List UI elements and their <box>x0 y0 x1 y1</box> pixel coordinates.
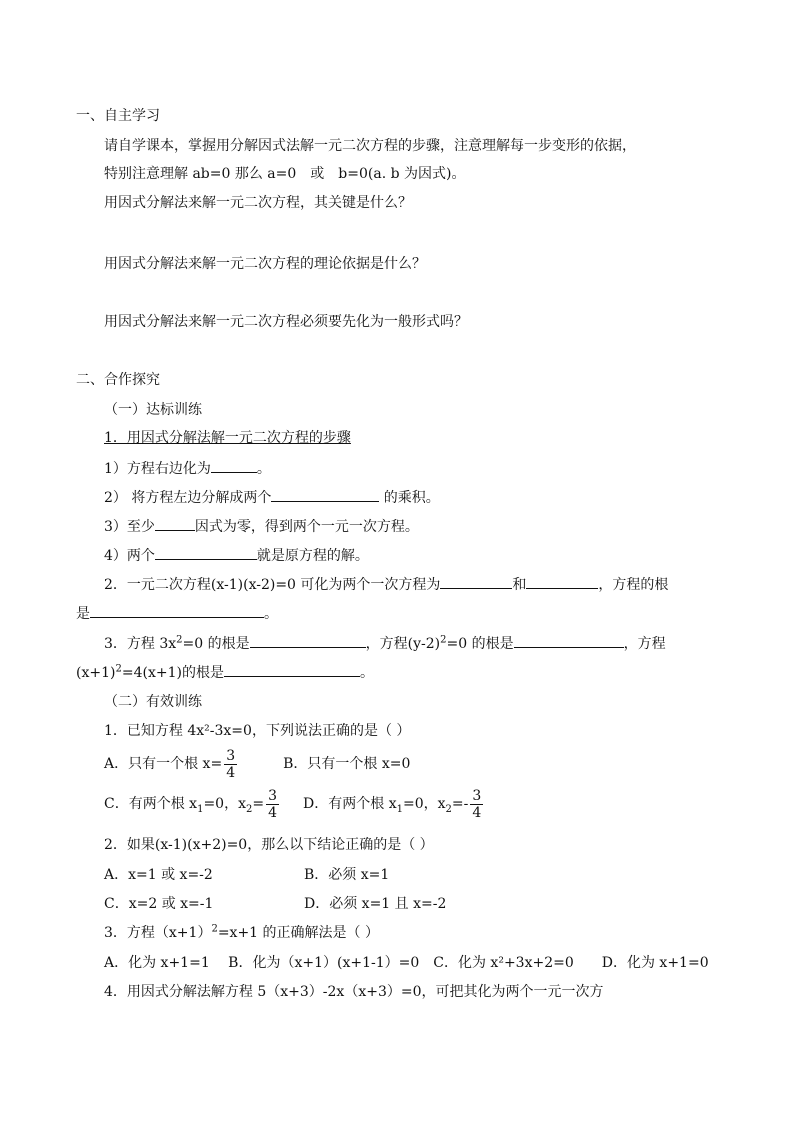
step-text: 就是原方程的解。 <box>256 548 369 564</box>
denominator: 4 <box>268 804 278 821</box>
item-text: 是 <box>76 606 90 622</box>
step-1 <box>104 458 271 479</box>
mc-question-1: 1．已知方程 4x²-3x=0，下列说法正确的是（ ） <box>104 723 411 739</box>
option-d[interactable]: D．必须 x=1 且 x=-2 <box>304 896 447 912</box>
mc-option-row <box>104 786 485 822</box>
item-text: 和 <box>512 577 527 593</box>
item-3-cont <box>76 662 374 683</box>
answer-blank[interactable] <box>90 603 264 618</box>
answer-blank[interactable] <box>514 633 624 648</box>
question: 用因式分解法来解一元二次方程的理论依据是什么？ <box>104 256 426 272</box>
numerator: 3 <box>226 747 236 764</box>
step-text: 。 <box>256 461 271 477</box>
subsection-heading: （二）有效训练 <box>104 694 202 710</box>
mc-question-2: 2．如果(x-1)(x+2)=0，那么以下结论正确的是（ ） <box>104 837 434 853</box>
item-text: (x+1) <box>76 665 116 681</box>
answer-blank[interactable] <box>271 487 379 502</box>
subsection-heading: （一）达标训练 <box>104 402 202 418</box>
option-c[interactable]: C．有两个根 $x_1=0$，$x_2=$ <box>104 796 265 815</box>
step-text: 的乘积。 <box>379 490 440 506</box>
option-a[interactable]: A．x=1 或 x=-2 <box>104 867 213 883</box>
item-text: =0 的根是 <box>446 636 514 652</box>
subscript: 1 <box>396 803 403 815</box>
section-2-heading: 二、合作探究 <box>76 372 160 388</box>
mc-question-3: 3．方程$(x+1)^2=x+1$ 的正确解法是（ ） <box>104 923 379 941</box>
subscript: 2 <box>445 803 452 815</box>
item-text: 3．方程 3x <box>104 636 177 652</box>
item-text: ，方程 <box>623 636 666 652</box>
item-text: 2．一元二次方程(x-1)(x-2)=0 可化为两个一次方程为 <box>104 577 441 593</box>
numerator: 3 <box>268 787 278 804</box>
step-4 <box>104 545 369 566</box>
paragraph: 请自学课本，掌握用分解因式法解一元二次方程的步骤，注意理解每一步变形的依据， <box>104 138 636 154</box>
fraction <box>470 788 483 821</box>
superscript: 2 <box>440 634 447 646</box>
step-text: 3）至少 <box>104 519 155 535</box>
answer-blank[interactable] <box>155 545 257 560</box>
numerator: 3 <box>472 787 482 804</box>
section-1-heading: 一、自主学习 <box>76 108 160 124</box>
item-text: =4(x+1)的根是 <box>121 665 224 681</box>
step-3 <box>104 516 419 537</box>
answer-blank[interactable] <box>155 516 195 531</box>
answer-blank[interactable] <box>250 633 366 648</box>
option-b[interactable]: B．只有一个根 x=0 <box>283 756 411 772</box>
option-a[interactable]: A．只有一个根 x= <box>104 756 223 772</box>
superscript: 2 <box>176 634 183 646</box>
step-text: 2） 将方程左边分解成两个 <box>104 490 272 506</box>
option-b[interactable]: B．必须 x=1 <box>304 867 390 883</box>
question: 用因式分解法来解一元二次方程，其关键是什么？ <box>104 195 412 211</box>
item-text: =0 的根是 <box>182 636 250 652</box>
mc-options[interactable]: A．化为 x+1=1 B．化为（x+1）(x+1-1）=0 C．化为 x²+3x+2=0 D．化为 x+1=0 <box>104 955 709 971</box>
step-text: 1）方程右边化为 <box>104 461 211 477</box>
item-text: ，方程(y-2) <box>365 636 441 652</box>
item-text: 。 <box>264 606 278 622</box>
mc-option-row <box>104 746 410 782</box>
item-3 <box>104 633 666 654</box>
denominator: 4 <box>226 764 236 781</box>
subscript: 1 <box>197 803 204 815</box>
mc-question-4: 4．用因式分解法解方程 5（x+3）-2x（x+3）=0，可把其化为两个一元一次方 <box>104 984 604 1000</box>
subscript: 2 <box>245 803 253 815</box>
option-d[interactable]: D．有两个根 $x_1=0$，$x_2=-$ <box>303 796 469 815</box>
item-text: 。 <box>359 665 374 681</box>
question: 用因式分解法来解一元二次方程必须要先化为一般形式吗？ <box>104 314 468 330</box>
step-2 <box>104 487 440 508</box>
superscript: 2 <box>115 663 122 675</box>
item-text: ，方程的根 <box>598 577 669 593</box>
item-2 <box>104 574 668 595</box>
step-text: 因式为零，得到两个一元一次方程。 <box>194 519 419 535</box>
fraction <box>266 788 279 821</box>
denominator: 4 <box>472 804 482 821</box>
fraction <box>224 748 237 781</box>
step-text: 4）两个 <box>104 548 155 564</box>
answer-blank[interactable] <box>211 458 257 473</box>
item-2-cont <box>76 603 278 624</box>
option-c[interactable]: C．x=2 或 x=-1 <box>104 896 214 912</box>
answer-blank[interactable] <box>526 574 598 589</box>
paragraph: 特别注意理解 ab=0 那么 a=0 或 b=0(a. b 为因式)。 <box>104 166 466 182</box>
superscript: 2 <box>211 923 218 935</box>
answer-blank[interactable] <box>224 662 360 677</box>
answer-blank[interactable] <box>440 574 512 589</box>
item-title: 1．用因式分解法解一元二次方程的步骤 <box>104 430 351 446</box>
